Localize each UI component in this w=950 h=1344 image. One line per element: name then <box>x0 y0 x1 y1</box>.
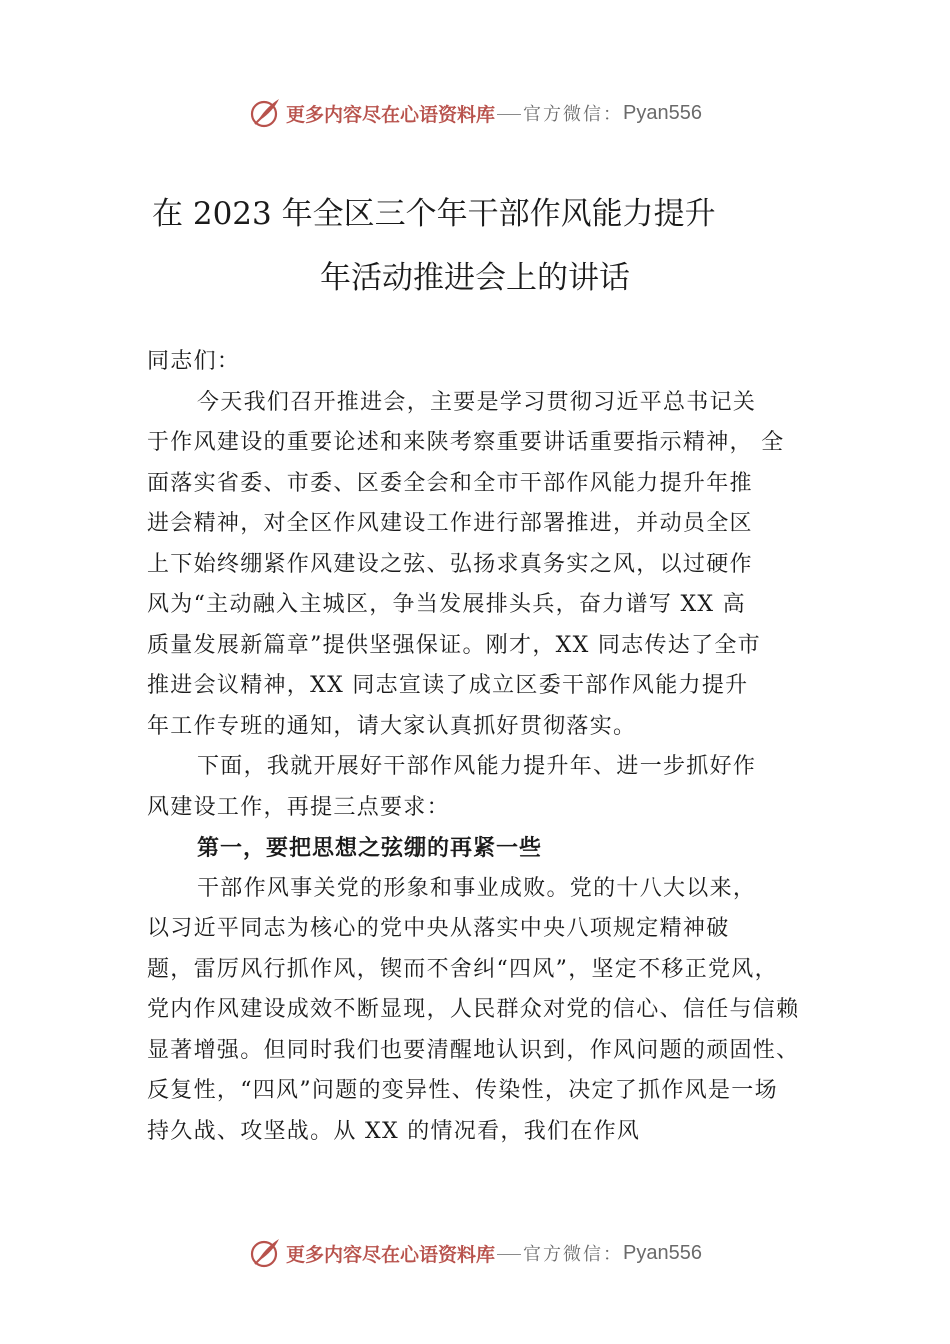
paragraph-1-line: 进会精神，对全区作风建设工作进行部署推进，并动员全区 <box>147 511 753 536</box>
paragraph-1-line: 于作风建设的重要论述和来陕考察重要讲话重要指示精神， 全 <box>147 430 785 455</box>
salutation: 同志们： <box>147 349 241 374</box>
quill-logo-icon <box>248 1236 282 1270</box>
paragraph-1-line: 年工作专班的通知，请大家认真抓好贯彻落实。 <box>147 713 637 739</box>
watermark-footer <box>0 1233 950 1273</box>
watermark-separator <box>497 1254 521 1255</box>
paragraph-3-line: 显著增强。但同时我们也要清醒地认识到，作风问题的顽固性、 <box>147 1037 800 1063</box>
paragraph-3-line: 反复性，“四风”问题的变异性、传染性，决定了抓作风是一场 <box>147 1078 778 1103</box>
document-title-line-1: 在 2023 年全区三个年干部作风能力提升 <box>152 196 716 232</box>
paragraph-1-line: 推进会议精神，XX 同志宣读了成立区委干部作风能力提升 <box>147 673 749 698</box>
watermark-brand: 更多内容尽在心语资料库 <box>286 103 496 126</box>
paragraph-1-line: 质量发展新篇章”提供坚强保证。刚才，XX 同志传达了全市 <box>147 632 761 658</box>
document-title-line-2: 年活动推进会上的讲话 <box>320 260 630 296</box>
document-body <box>147 342 827 1152</box>
watermark-handle: Pyan556 <box>623 1241 702 1264</box>
paragraph-1-line: 今天我们召开推进会，主要是学习贯彻习近平总书记关 <box>197 389 757 415</box>
watermark-official-label: 官方微信： <box>523 1244 624 1265</box>
paragraph-1-line: 上下始终绷紧作风建设之弦、弘扬求真务实之风，以过硬作 <box>147 551 753 577</box>
paragraph-1-line: 面落实省委、市委、区委全会和全市干部作风能力提升年推 <box>147 470 753 496</box>
paragraph-3-line: 题，雷厉风行抓作风，锲而不舍纠“四风”，坚定不移正党风， <box>147 956 778 982</box>
quill-logo-icon <box>248 96 282 130</box>
paragraph-3-line: 干部作风事关党的形象和事业成败。党的十八大以来， <box>197 875 757 901</box>
watermark-official-label: 官方微信： <box>523 104 624 125</box>
paragraph-2-line: 风建设工作，再提三点要求： <box>147 794 450 820</box>
watermark-header <box>0 93 950 133</box>
paragraph-3-line: 党内作风建设成效不断显现，人民群众对党的信心、信任与信赖 <box>147 997 800 1022</box>
paragraph-3-line: 以习近平同志为核心的党中央从落实中央八项规定精神破 <box>147 916 730 941</box>
watermark-separator <box>497 114 521 115</box>
paragraph-1-line: 风为“主动融入主城区，争当发展排头兵，奋力谱写 XX 高 <box>147 592 746 617</box>
paragraph-2-line: 下面，我就开展好干部作风能力提升年、进一步抓好作 <box>197 754 757 779</box>
watermark-brand: 更多内容尽在心语资料库 <box>286 1243 496 1266</box>
section-heading-1: 第一，要把思想之弦绷的再紧一些 <box>197 835 543 861</box>
watermark-handle: Pyan556 <box>623 101 702 124</box>
paragraph-3-line: 持久战、攻坚战。从 XX 的情况看，我们在作风 <box>147 1118 641 1144</box>
